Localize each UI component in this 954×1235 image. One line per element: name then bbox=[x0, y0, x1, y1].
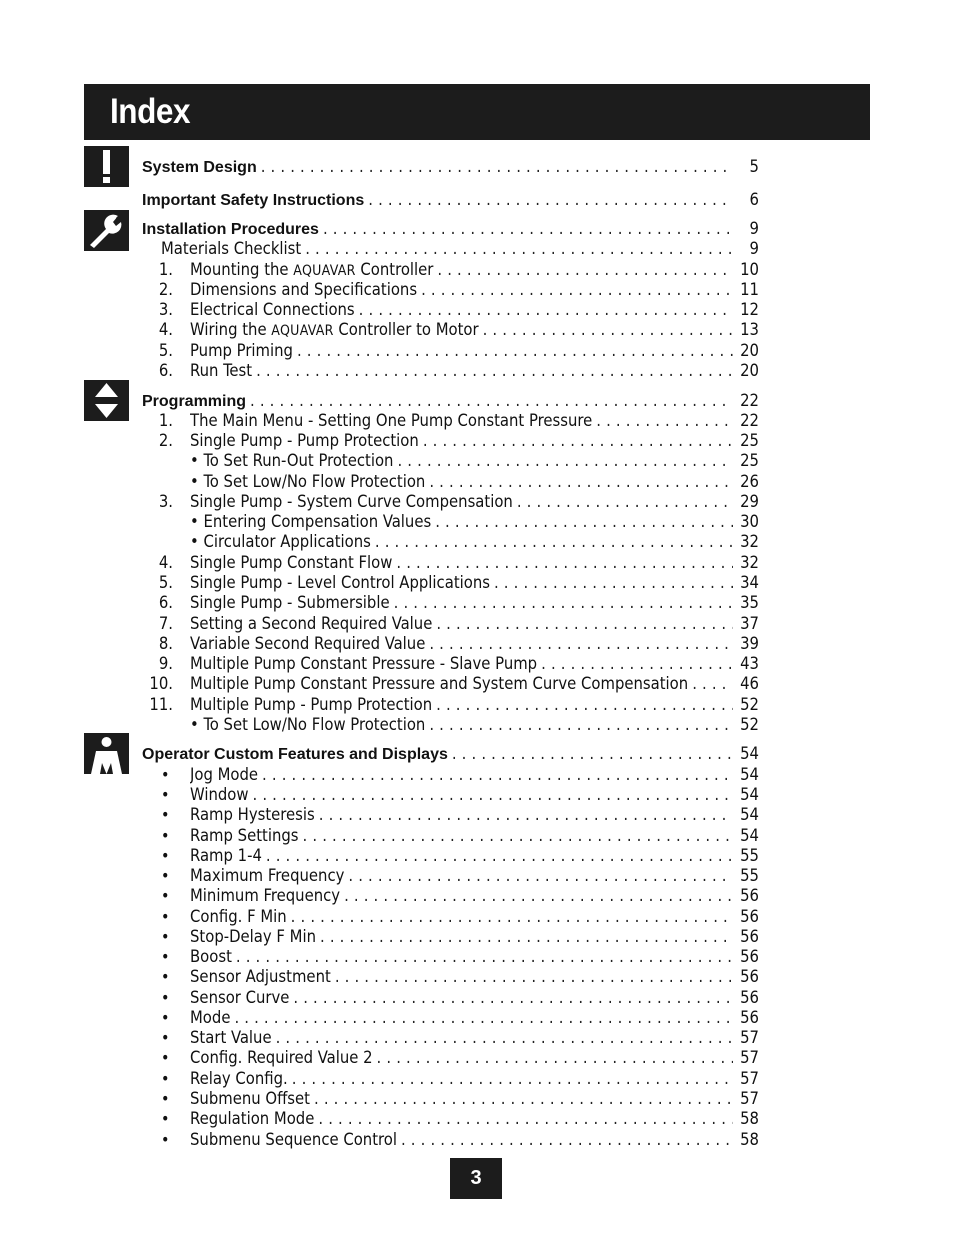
toc-entry[interactable] bbox=[190, 927, 759, 947]
toc-entry-title: Single Pump - Pump Protection bbox=[190, 431, 419, 450]
toc-page-number: 11 bbox=[740, 280, 759, 299]
toc-page-number: 54 bbox=[740, 805, 759, 824]
toc-section-entry[interactable] bbox=[142, 744, 759, 764]
toc-page-number: 6 bbox=[749, 190, 759, 209]
toc-entry[interactable] bbox=[190, 674, 759, 694]
toc-entry-number: 1. bbox=[158, 411, 173, 430]
toc-bullet: • bbox=[161, 907, 170, 926]
toc-page-number: 58 bbox=[740, 1109, 759, 1128]
toc-entry-title: Minimum Frequency bbox=[190, 886, 341, 905]
toc-leader-dots bbox=[249, 785, 734, 805]
toc-entry[interactable] bbox=[190, 280, 759, 300]
toc-bullet: • bbox=[161, 866, 170, 885]
toc-bullet: • bbox=[161, 927, 170, 946]
toc-page-number: 56 bbox=[740, 947, 759, 966]
toc-entry-title: Single Pump - System Curve Compensation bbox=[190, 492, 513, 511]
toc-page-number: 25 bbox=[740, 451, 759, 470]
toc-bullet: • bbox=[161, 967, 170, 986]
toc-entry-title: • To Set Low/No Flow Protection bbox=[190, 715, 426, 734]
toc-leader-dots bbox=[448, 744, 733, 764]
toc-leader-dots bbox=[258, 765, 733, 785]
toc-entry-title: Stop-Delay F Min bbox=[190, 927, 316, 946]
toc-leader-dots bbox=[364, 190, 733, 210]
toc-entry[interactable] bbox=[190, 260, 759, 280]
toc-entry[interactable] bbox=[190, 988, 759, 1008]
toc-entry[interactable] bbox=[190, 1028, 759, 1048]
toc-entry-title: Important Safety Instructions bbox=[142, 192, 365, 209]
toc-entry-title: Ramp 1-4 bbox=[190, 846, 262, 865]
toc-entry[interactable] bbox=[190, 866, 759, 886]
toc-section-entry[interactable] bbox=[142, 219, 759, 239]
toc-bullet: • bbox=[161, 1089, 170, 1108]
toc-entry[interactable] bbox=[190, 826, 759, 846]
toc-entry-title: Dimensions and Specifications bbox=[190, 280, 418, 299]
toc-page-number: 25 bbox=[740, 431, 759, 450]
toc-page-number: 5 bbox=[749, 157, 759, 176]
toc-leader-dots bbox=[314, 1109, 733, 1129]
toc-entry[interactable] bbox=[190, 411, 759, 431]
toc-entry-title: Programming bbox=[142, 393, 247, 410]
toc-entry[interactable] bbox=[190, 593, 759, 613]
toc-entry-title: Electrical Connections bbox=[190, 300, 355, 319]
toc-page-number: 52 bbox=[740, 695, 759, 714]
toc-entry[interactable] bbox=[190, 846, 759, 866]
toc-section-entry[interactable] bbox=[142, 190, 759, 210]
toc-entry-title: Mode bbox=[190, 1008, 231, 1027]
toc-bullet: • bbox=[161, 1069, 170, 1088]
toc-leader-dots bbox=[232, 947, 733, 967]
toc-entry[interactable] bbox=[190, 805, 759, 825]
toc-entry[interactable] bbox=[190, 512, 759, 532]
toc-leader-dots bbox=[344, 866, 733, 886]
toc-entry[interactable] bbox=[190, 1069, 759, 1089]
toc-page-number: 58 bbox=[740, 1130, 759, 1149]
toc-entry-title: Submenu Sequence Control bbox=[190, 1130, 397, 1149]
toc-leader-dots bbox=[230, 1008, 733, 1028]
toc-entry-number: 2. bbox=[158, 431, 173, 450]
toc-leader-dots bbox=[393, 451, 733, 471]
toc-entry[interactable] bbox=[190, 472, 759, 492]
toc-entry-title: Ramp Hysteresis bbox=[190, 805, 315, 824]
toc-entry-title: Regulation Mode bbox=[190, 1109, 315, 1128]
toc-entry-title: • To Set Run-Out Protection bbox=[190, 451, 394, 470]
toc-bullet: • bbox=[161, 785, 170, 804]
toc-page-number: 20 bbox=[740, 361, 759, 380]
toc-bullet: • bbox=[161, 826, 170, 845]
toc-entry[interactable] bbox=[190, 1109, 759, 1129]
toc-leader-dots bbox=[432, 695, 733, 715]
toc-page-number: 55 bbox=[740, 866, 759, 885]
toc-entry-title: Ramp Settings bbox=[190, 826, 299, 845]
toc-entry[interactable] bbox=[190, 967, 759, 987]
toc-leader-dots bbox=[262, 846, 733, 866]
toc-bullet: • bbox=[161, 1109, 170, 1128]
toc-entry-title: • To Set Low/No Flow Protection bbox=[190, 472, 426, 491]
toc-entry[interactable] bbox=[190, 553, 759, 573]
toc-leader-dots bbox=[431, 512, 733, 532]
toc-entry-title: Single Pump - Submersible bbox=[190, 593, 390, 612]
toc-page-number: 32 bbox=[740, 553, 759, 572]
toc-entry-title: Start Value bbox=[190, 1028, 272, 1047]
toc-page-number: 26 bbox=[740, 472, 759, 491]
toc-page-number: 20 bbox=[740, 341, 759, 360]
toc-leader-dots bbox=[397, 1130, 733, 1150]
toc-leader-dots bbox=[289, 988, 733, 1008]
toc-entry[interactable] bbox=[190, 492, 759, 512]
toc-entry-title: Operator Custom Features and Displays bbox=[142, 746, 448, 763]
toc-page-number: 52 bbox=[740, 715, 759, 734]
toc-page-number: 57 bbox=[740, 1028, 759, 1047]
toc-leader-dots bbox=[390, 593, 733, 613]
toc-entry-number: 8. bbox=[158, 634, 173, 653]
toc-leader-dots bbox=[315, 805, 733, 825]
toc-page-number: 56 bbox=[740, 927, 759, 946]
toc-entry-title: Multiple Pump Constant Pressure and System Curve Compensation bbox=[190, 674, 689, 693]
toc-entry-number: 4. bbox=[158, 553, 173, 572]
toc-entry-number: 4. bbox=[158, 320, 173, 339]
toc-leader-dots bbox=[287, 907, 733, 927]
toc-entry-number: 2. bbox=[158, 280, 173, 299]
toc-leader-dots bbox=[490, 573, 733, 593]
toc-bullet: • bbox=[161, 1008, 170, 1027]
toc-page-number: 22 bbox=[740, 411, 759, 430]
toc-entry[interactable] bbox=[190, 654, 759, 674]
toc-entry-title: Mounting the AQUAVAR Controller bbox=[190, 260, 434, 279]
toc-page-number: 57 bbox=[740, 1089, 759, 1108]
toc-page-number: 22 bbox=[740, 391, 759, 410]
toc-entry-title: Multiple Pump Constant Pressure - Slave Pump bbox=[190, 654, 538, 673]
toc-entry-title: Materials Checklist bbox=[161, 239, 302, 258]
toc-entry-number: 11. bbox=[149, 695, 173, 714]
toc-entry[interactable] bbox=[190, 614, 759, 634]
toc-entry[interactable] bbox=[190, 431, 759, 451]
toc-page-number: 54 bbox=[740, 826, 759, 845]
toc-entry[interactable] bbox=[190, 1048, 759, 1068]
toc-page-number: 46 bbox=[740, 674, 759, 693]
toc-leader-dots bbox=[373, 1048, 733, 1068]
toc-entry[interactable] bbox=[190, 451, 759, 471]
toc-entry[interactable] bbox=[190, 361, 759, 381]
toc-leader-dots bbox=[425, 472, 733, 492]
toc-leader-dots bbox=[355, 300, 733, 320]
page-number-badge: 3 bbox=[450, 1158, 502, 1199]
toc-entry-number: 5. bbox=[158, 573, 173, 592]
toc-entry-title: Multiple Pump - Pump Protection bbox=[190, 695, 433, 714]
toc-page-number: 54 bbox=[740, 785, 759, 804]
toc-page-number: 12 bbox=[740, 300, 759, 319]
toc-leader-dots bbox=[537, 654, 733, 674]
toc-entry[interactable] bbox=[190, 947, 759, 967]
toc-leader-dots bbox=[331, 967, 733, 987]
toc-leader-dots bbox=[479, 320, 733, 340]
toc-page-number: 39 bbox=[740, 634, 759, 653]
toc-entry-title: Variable Second Required Value bbox=[190, 634, 426, 653]
toc-bullet: • bbox=[161, 846, 170, 865]
toc-entry-title: Sensor Adjustment bbox=[190, 967, 331, 986]
toc-entry[interactable] bbox=[190, 341, 759, 361]
toc-leader-dots bbox=[299, 826, 733, 846]
toc-bullet: • bbox=[161, 988, 170, 1007]
toc-entry-number: 6. bbox=[158, 361, 173, 380]
toc-entry[interactable] bbox=[190, 320, 759, 340]
toc-entry-title: Window bbox=[190, 785, 249, 804]
toc-entry[interactable] bbox=[190, 634, 759, 654]
toc-entry-title: • Circulator Applications bbox=[190, 532, 371, 551]
toc-entry-title: Relay Config. bbox=[190, 1069, 288, 1088]
toc-entry-number: 9. bbox=[158, 654, 173, 673]
toc-entry-number: 6. bbox=[158, 593, 173, 612]
toc-page-number: 9 bbox=[749, 219, 759, 238]
toc-entry-number: 5. bbox=[158, 341, 173, 360]
toc-entry-number: 7. bbox=[158, 614, 173, 633]
toc-entry[interactable] bbox=[190, 1089, 759, 1109]
toc-page-number: 34 bbox=[740, 573, 759, 592]
toc-page-number: 29 bbox=[740, 492, 759, 511]
toc-leader-dots bbox=[371, 532, 733, 552]
toc-entry[interactable] bbox=[190, 532, 759, 552]
toc-page-number: 56 bbox=[740, 907, 759, 926]
toc-entry-title: Wiring the AQUAVAR Controller to Motor bbox=[190, 320, 479, 339]
toc-entry-number: 3. bbox=[158, 492, 173, 511]
toc-entry-title: Jog Mode bbox=[190, 765, 259, 784]
toc-page-number: 56 bbox=[740, 988, 759, 1007]
toc-bullet: • bbox=[161, 805, 170, 824]
toc-page-number: 32 bbox=[740, 532, 759, 551]
toc-page-number: 54 bbox=[740, 744, 759, 763]
toc-leader-dots bbox=[310, 1089, 733, 1109]
toc-bullet: • bbox=[161, 1048, 170, 1067]
toc-leader-dots bbox=[513, 492, 733, 512]
toc-entry-title: System Design bbox=[142, 159, 257, 176]
toc-bullet: • bbox=[161, 1130, 170, 1149]
toc-leader-dots bbox=[301, 239, 733, 259]
toc-page-number: 54 bbox=[740, 765, 759, 784]
toc-leader-dots bbox=[257, 157, 733, 177]
toc-page-number: 56 bbox=[740, 886, 759, 905]
toc-leader-dots bbox=[432, 614, 733, 634]
toc-entry-title: Config. F Min bbox=[190, 907, 287, 926]
toc-page-number: 43 bbox=[740, 654, 759, 673]
toc-entry-number: 3. bbox=[158, 300, 173, 319]
toc-entry[interactable] bbox=[190, 715, 759, 735]
toc-entry[interactable] bbox=[190, 1008, 759, 1028]
toc-entry[interactable] bbox=[190, 907, 759, 927]
page-title: Index bbox=[110, 92, 191, 131]
toc-entry[interactable] bbox=[190, 300, 759, 320]
toc-entry-title: Installation Procedures bbox=[142, 221, 319, 238]
toc-leader-dots bbox=[246, 391, 733, 411]
toc-leader-dots bbox=[688, 674, 733, 694]
toc-entry-title: Run Test bbox=[190, 361, 253, 380]
toc-page-number: 10 bbox=[740, 260, 759, 279]
toc-bullet: • bbox=[161, 947, 170, 966]
toc-leader-dots bbox=[592, 411, 733, 431]
toc-leader-dots bbox=[316, 927, 733, 947]
toc-entry-title: Single Pump - Level Control Applications bbox=[190, 573, 490, 592]
toc-entry-title: Maximum Frequency bbox=[190, 866, 345, 885]
toc-leader-dots bbox=[417, 280, 733, 300]
toc-page-number: 56 bbox=[740, 1008, 759, 1027]
toc-entry[interactable] bbox=[190, 765, 759, 785]
toc-entry-title: Boost bbox=[190, 947, 232, 966]
toc-entry[interactable] bbox=[190, 1130, 759, 1150]
toc-leader-dots bbox=[288, 1069, 733, 1089]
toc-leader-dots bbox=[425, 634, 733, 654]
toc-page-number: 30 bbox=[740, 512, 759, 531]
toc-leader-dots bbox=[392, 553, 733, 573]
toc-entry-title: • Entering Compensation Values bbox=[190, 512, 432, 531]
toc-page-number: 9 bbox=[749, 239, 759, 258]
toc-leader-dots bbox=[293, 341, 733, 361]
toc-entry-title: Single Pump Constant Flow bbox=[190, 553, 393, 572]
toc-entry[interactable] bbox=[190, 573, 759, 593]
toc-entry-title: Pump Priming bbox=[190, 341, 293, 360]
toc-leader-dots bbox=[272, 1028, 733, 1048]
toc-entry[interactable] bbox=[190, 785, 759, 805]
toc-leader-dots bbox=[252, 361, 733, 381]
toc-section-entry[interactable] bbox=[142, 391, 759, 411]
toc-entry-title: The Main Menu - Setting One Pump Constant Pressure bbox=[190, 411, 593, 430]
toc-page-number: 56 bbox=[740, 967, 759, 986]
toc-bullet: • bbox=[161, 886, 170, 905]
toc-page-number: 13 bbox=[740, 320, 759, 339]
toc-leader-dots bbox=[433, 260, 733, 280]
toc-entry[interactable] bbox=[190, 886, 759, 906]
toc-page-number: 55 bbox=[740, 846, 759, 865]
toc-entry-number: 1. bbox=[158, 260, 173, 279]
toc-bullet: • bbox=[161, 1028, 170, 1047]
toc-entry-title: Config. Required Value 2 bbox=[190, 1048, 373, 1067]
toc-leader-dots bbox=[319, 219, 733, 239]
toc-entry-number: 10. bbox=[149, 674, 173, 693]
toc-page-number: 57 bbox=[740, 1048, 759, 1067]
toc-page-number: 57 bbox=[740, 1069, 759, 1088]
toc-entry-title: Setting a Second Required Value bbox=[190, 614, 433, 633]
toc-entry[interactable] bbox=[190, 695, 759, 715]
toc-leader-dots bbox=[425, 715, 733, 735]
toc-entry-title: Submenu Offset bbox=[190, 1089, 310, 1108]
toc-page-number: 35 bbox=[740, 593, 759, 612]
toc-entry[interactable] bbox=[161, 239, 759, 259]
toc-section-entry[interactable] bbox=[142, 157, 759, 177]
toc-page-number: 37 bbox=[740, 614, 759, 633]
toc-leader-dots bbox=[340, 886, 733, 906]
toc-leader-dots bbox=[419, 431, 733, 451]
toc-entry-title: Sensor Curve bbox=[190, 988, 290, 1007]
toc-bullet: • bbox=[161, 765, 170, 784]
